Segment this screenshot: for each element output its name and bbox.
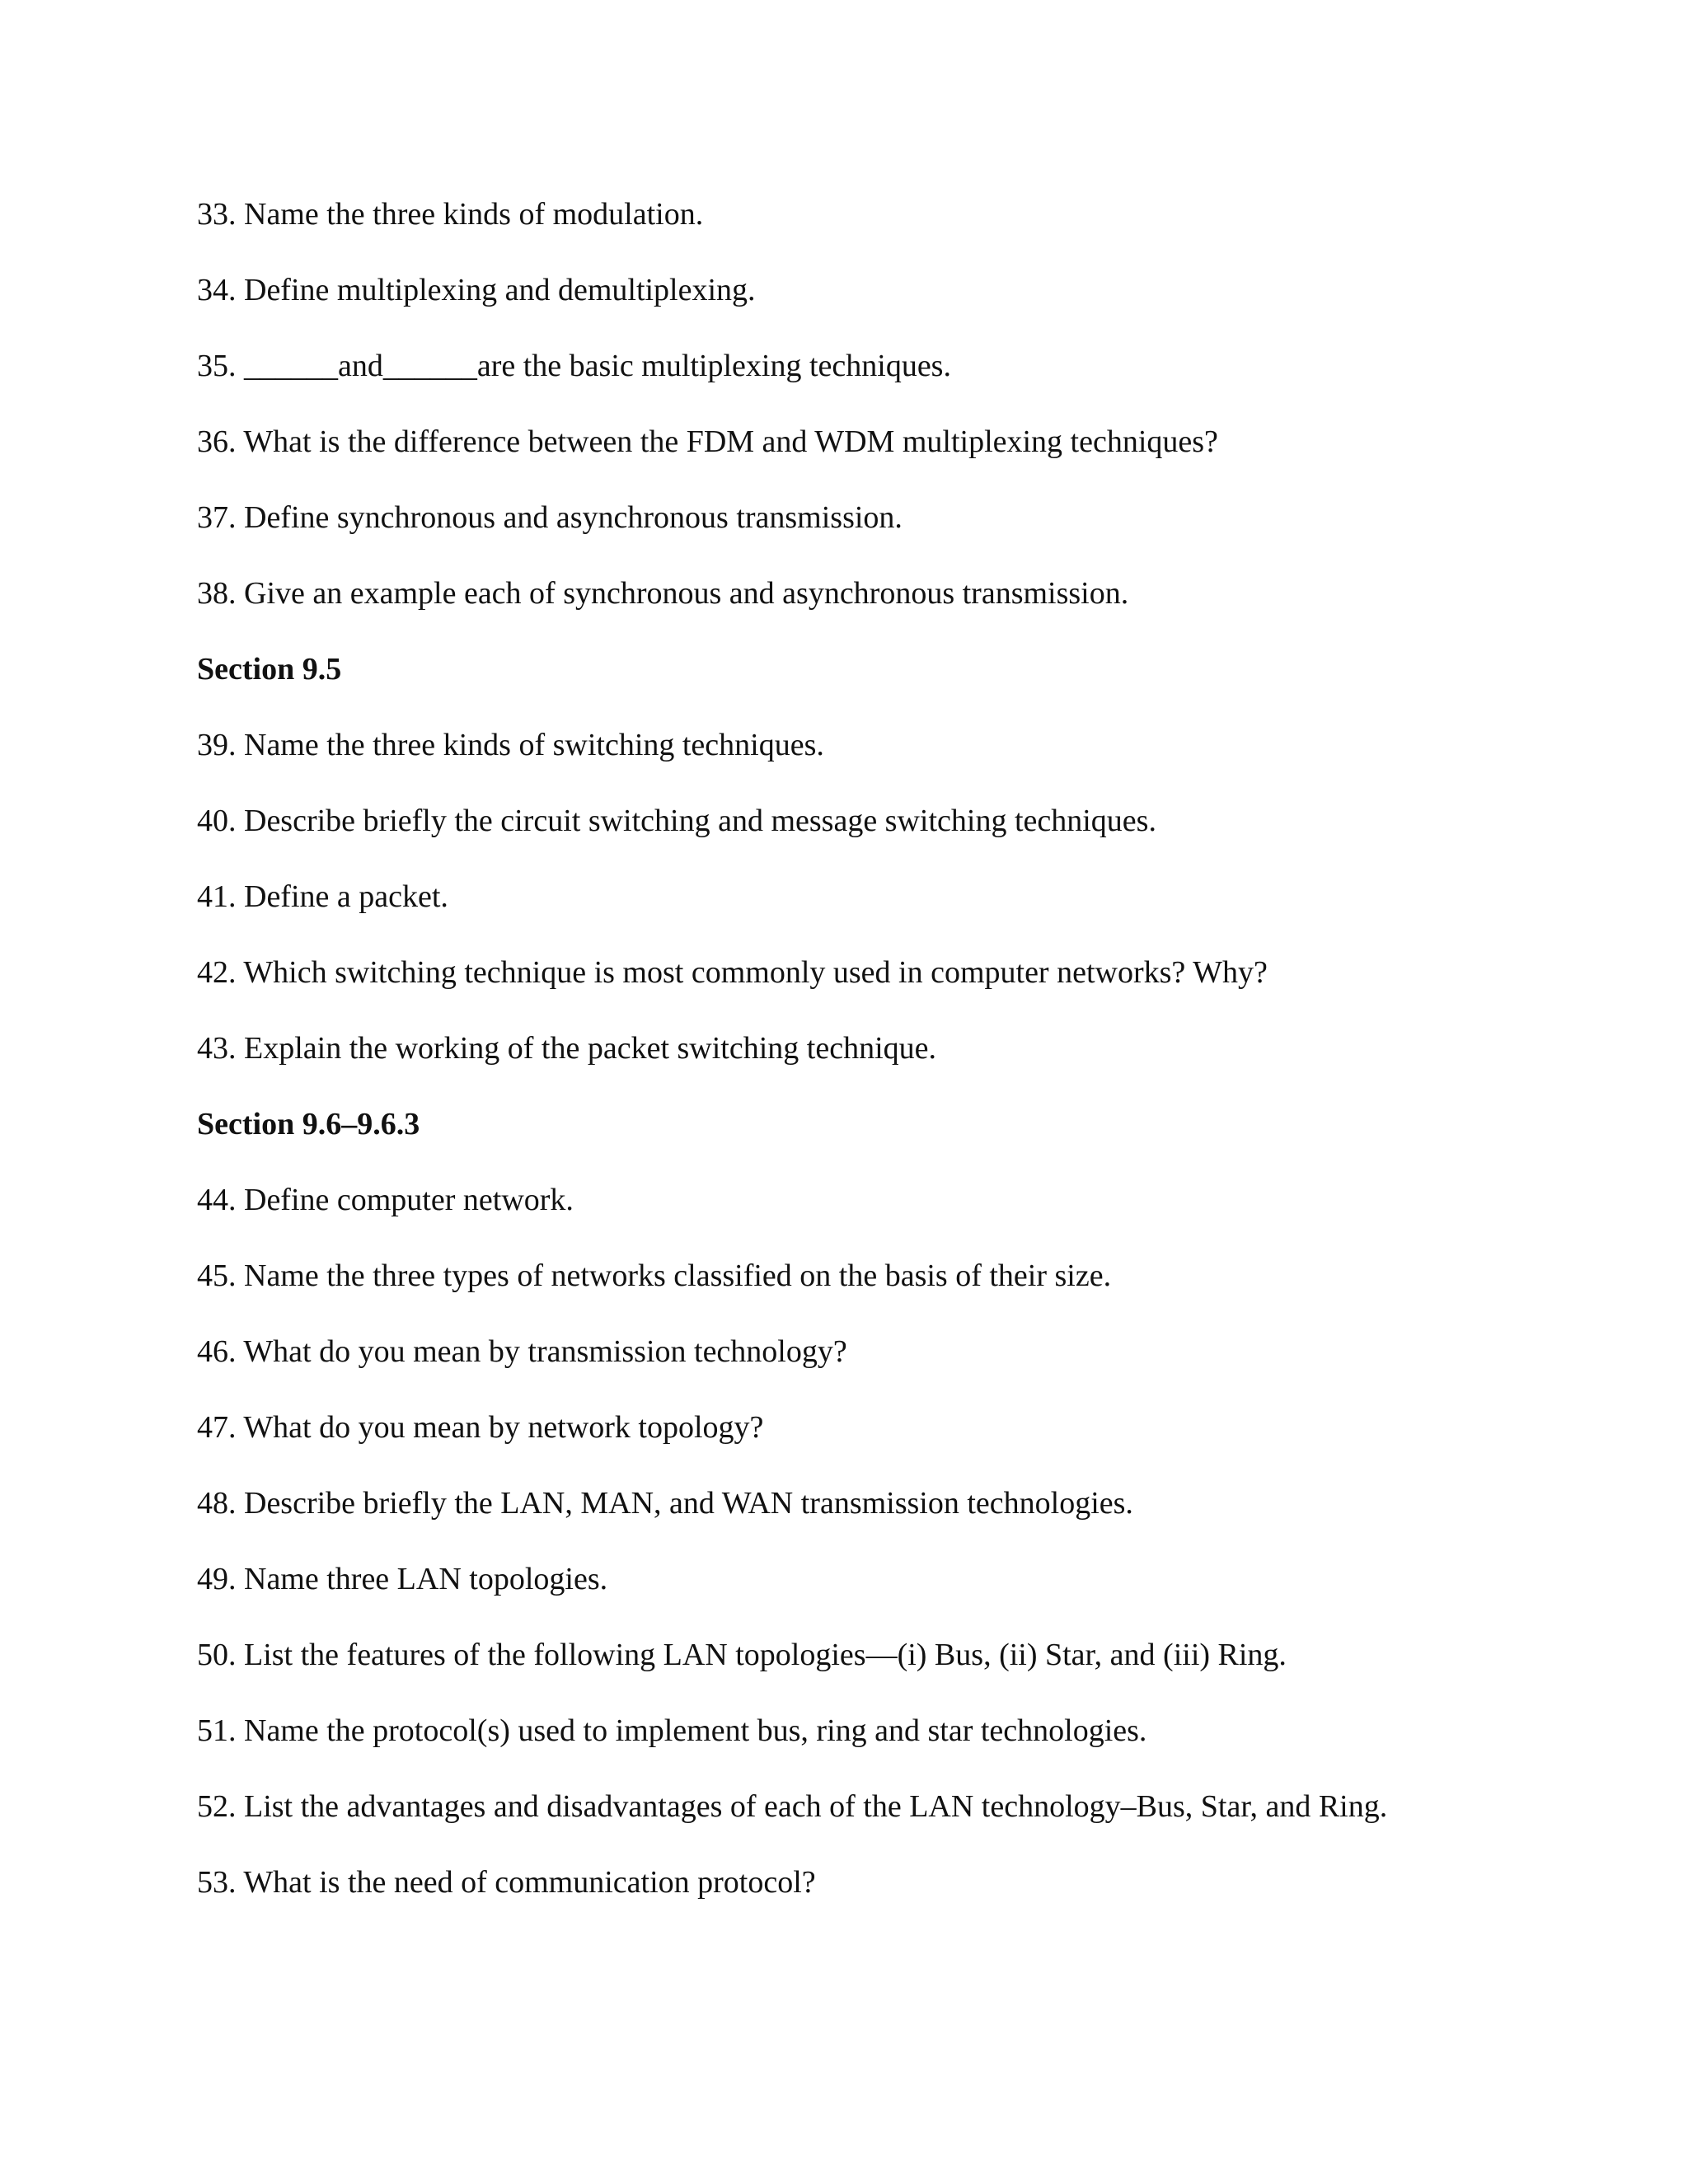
question-48: 48. Describe briefly the LAN, MAN, and WAN transmission technologies. xyxy=(197,1486,1133,1521)
question-52: 52. List the advantages and disadvantages of each of the LAN technology–Bus, Star, and Ring. xyxy=(197,1789,1388,1824)
question-45: 45. Name the three types of networks classified on the basis of their size. xyxy=(197,1258,1112,1293)
question-33: 33. Name the three kinds of modulation. xyxy=(197,197,704,232)
question-36: 36. What is the difference between the FDM and WDM multiplexing techniques? xyxy=(197,424,1218,459)
question-49: 49. Name three LAN topologies. xyxy=(197,1562,608,1596)
question-43: 43. Explain the working of the packet switching technique. xyxy=(197,1031,936,1066)
question-35: 35. ______and______are the basic multiplexing techniques. xyxy=(197,349,951,383)
question-38: 38. Give an example each of synchronous and asynchronous transmission. xyxy=(197,576,1129,611)
question-53: 53. What is the need of communication protocol? xyxy=(197,1865,816,1900)
question-40: 40. Describe briefly the circuit switching and message switching techniques. xyxy=(197,804,1156,838)
question-42: 42. Which switching technique is most commonly used in computer networks? Why? xyxy=(197,955,1268,990)
question-50: 50. List the features of the following LAN topologies—(i) Bus, (ii) Star, and (iii) Ring. xyxy=(197,1638,1287,1672)
section-heading-9-6: Section 9.6–9.6.3 xyxy=(197,1107,420,1141)
question-37: 37. Define synchronous and asynchronous transmission. xyxy=(197,500,903,535)
question-46: 46. What do you mean by transmission technology? xyxy=(197,1334,847,1369)
question-51: 51. Name the protocol(s) used to implement bus, ring and star technologies. xyxy=(197,1713,1147,1748)
section-heading-9-5: Section 9.5 xyxy=(197,652,342,687)
question-44: 44. Define computer network. xyxy=(197,1183,574,1217)
question-39: 39. Name the three kinds of switching techniques. xyxy=(197,728,824,762)
question-41: 41. Define a packet. xyxy=(197,879,448,914)
question-47: 47. What do you mean by network topology? xyxy=(197,1410,764,1445)
question-34: 34. Define multiplexing and demultiplexing. xyxy=(197,273,756,307)
